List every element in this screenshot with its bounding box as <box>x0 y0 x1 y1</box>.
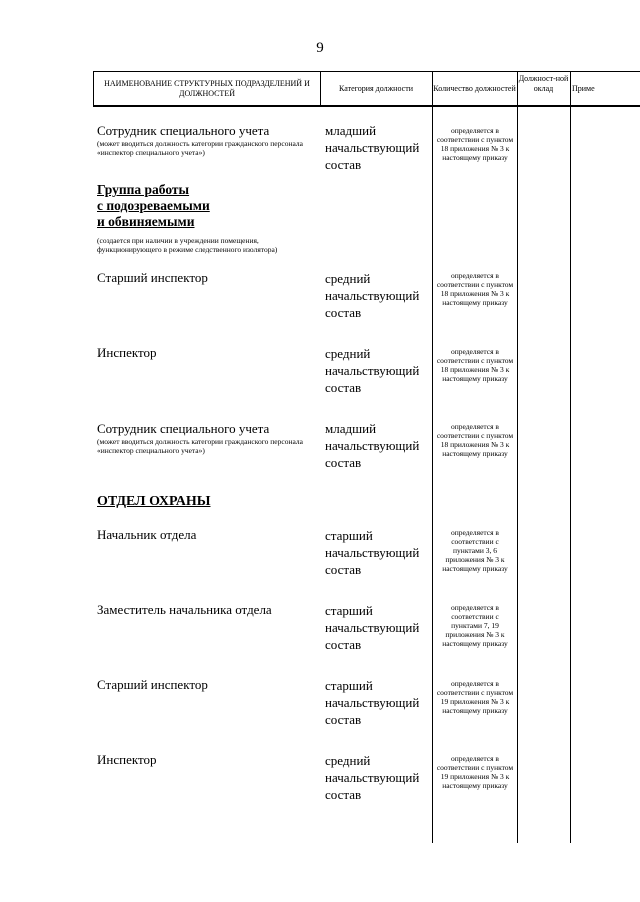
position-quantity: определяется в соответствии с пунктами 7, 19 приложения № 3 к настоящему приказу <box>442 603 508 648</box>
position-title: Сотрудник специального учета <box>97 123 270 138</box>
position-name <box>97 678 317 692</box>
position-name <box>97 271 317 285</box>
position-title: Сотрудник специального учета <box>97 421 270 436</box>
position-quantity: определяется в соответствии с пунктом 18 приложения № 3 к настоящему приказу <box>436 422 514 458</box>
position-category: старший начальствующий состав <box>325 603 420 652</box>
position-quantity: определяется в соответствии с пунктом 18 приложения № 3 к настоящему приказу <box>436 271 514 307</box>
position-quantity: определяется в соответствии с пунктом 18 приложения № 3 к настоящему приказу <box>436 347 514 383</box>
position-title: Инспектор <box>97 752 157 767</box>
position-name <box>97 528 317 542</box>
position-category: средний начальствующий состав <box>325 753 420 802</box>
header-name-column: НАИМЕНОВАНИЕ СТРУКТУРНЫХ ПОДРАЗДЕЛЕНИЙ И ДОЛЖНОСТЕЙ <box>104 79 310 98</box>
position-name <box>97 124 317 157</box>
position-name <box>97 346 317 360</box>
position-title: Начальник отдела <box>97 527 197 542</box>
position-category: старший начальствующий состав <box>325 678 420 727</box>
column-divider-note <box>570 71 571 843</box>
position-title: Заместитель начальника отдела <box>97 602 272 617</box>
position-title: Старший инспектор <box>97 270 208 285</box>
position-quantity: определяется в соответствии с пунктом 19 приложения № 3 к настоящему приказу <box>436 754 514 790</box>
header-note-column: Приме <box>572 84 595 93</box>
position-category: младший начальствующий состав <box>325 123 420 172</box>
position-category: младший начальствующий состав <box>325 421 420 470</box>
position-category: средний начальствующий состав <box>325 271 420 320</box>
page-number: 9 <box>316 40 324 56</box>
position-category: старший начальствующий состав <box>325 528 420 577</box>
position-title: Инспектор <box>97 345 157 360</box>
header-salary-column: Должност-ной оклад <box>518 74 569 93</box>
position-category: средний начальствующий состав <box>325 346 420 395</box>
position-name <box>97 422 317 455</box>
group-note: (создается при наличии в учреждении помещения, функционирующего в режиме следственного изолятора) <box>97 236 278 254</box>
position-note: (может вводиться должность категории гражданского персонала «инспектор специального учета») <box>97 437 303 455</box>
position-quantity: определяется в соответствии с пунктом 19 приложения № 3 к настоящему приказу <box>436 679 514 715</box>
position-title: Старший инспектор <box>97 677 208 692</box>
group-title-line: и обвиняемыми <box>97 214 195 229</box>
department-title: ОТДЕЛ ОХРАНЫ <box>97 494 211 509</box>
position-name <box>97 603 317 617</box>
position-note: (может вводиться должность категории гражданского персонала «инспектор специального учета») <box>97 139 303 157</box>
position-quantity: определяется в соответствии с пунктами 3, 6 приложения № 3 к настоящему приказу <box>442 528 508 573</box>
group-title-line: Группа работы <box>97 182 190 197</box>
position-quantity: определяется в соответствии с пунктом 18 приложения № 3 к настоящему приказу <box>436 126 514 162</box>
position-name <box>97 753 317 767</box>
header-quantity-column: Количество должностей <box>433 84 516 93</box>
column-divider-salary <box>517 71 518 843</box>
group-title-line: с подозреваемыми <box>97 198 210 213</box>
header-category-column: Категория должности <box>339 84 413 93</box>
group-title <box>97 182 317 230</box>
